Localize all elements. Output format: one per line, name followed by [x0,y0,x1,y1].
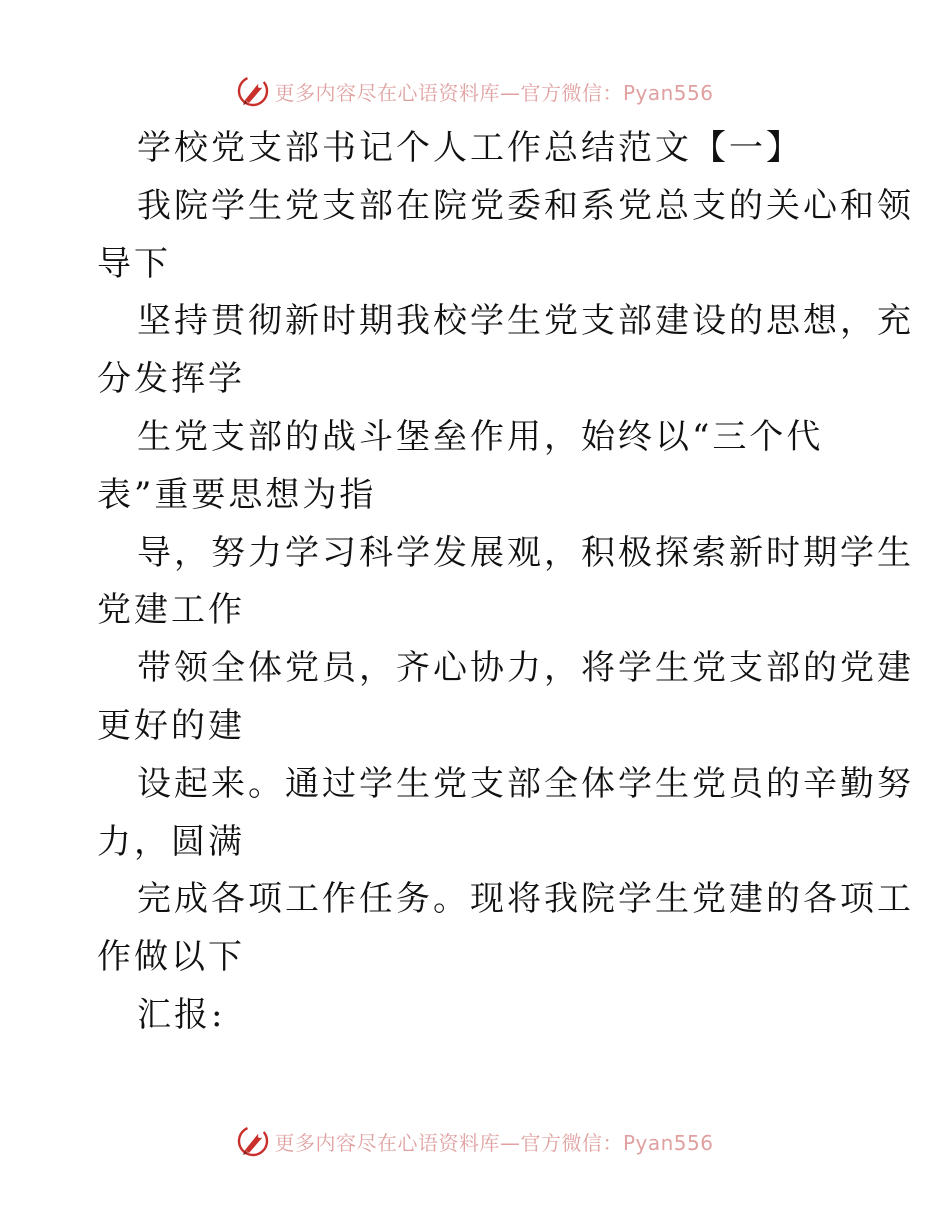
paragraph-line: 完成各项工作任务。现将我院学生党建的各项工 [137,879,914,920]
paragraph-line: 分发挥学 [97,359,245,400]
pen-logo-icon [236,74,270,108]
paragraph-line: 力，圆满 [97,821,245,862]
paragraph-line: 设起来。通过学生党支部全体学生党员的辛勤努 [137,763,914,804]
paragraph-line: 党建工作 [97,590,245,631]
paragraph-line: 表”重要思想为指 [97,474,377,515]
paragraph-line: 带领全体党员，齐心协力，将学生党支部的党建 [137,648,914,689]
paragraph-line: 生党支部的战斗堡垒作用，始终以“三个代 [137,416,824,457]
paragraph-line: 更好的建 [97,705,245,746]
paragraph-line: 导，努力学习科学发展观，积极探索新时期学生 [137,532,914,573]
paragraph-line: 作做以下 [97,937,245,978]
document-title: 学校党支部书记个人工作总结范文【一】 [137,128,803,168]
paragraph-line: 汇报: [137,994,226,1035]
document-body [97,120,914,1045]
paragraph-line: 导下 [97,243,171,284]
watermark-text: 更多内容尽在心语资料库—官方微信：Pyan556 [274,80,714,105]
pen-logo-icon [236,1124,270,1158]
watermark-text: 更多内容尽在心语资料库—官方微信：Pyan556 [274,1130,714,1155]
paragraph-line: 坚持贯彻新时期我校学生党支部建设的思想，充 [137,301,914,342]
header-watermark [0,71,950,111]
footer-watermark [0,1121,950,1161]
paragraph-line: 我院学生党支部在院党委和系党总支的关心和领 [137,185,914,226]
